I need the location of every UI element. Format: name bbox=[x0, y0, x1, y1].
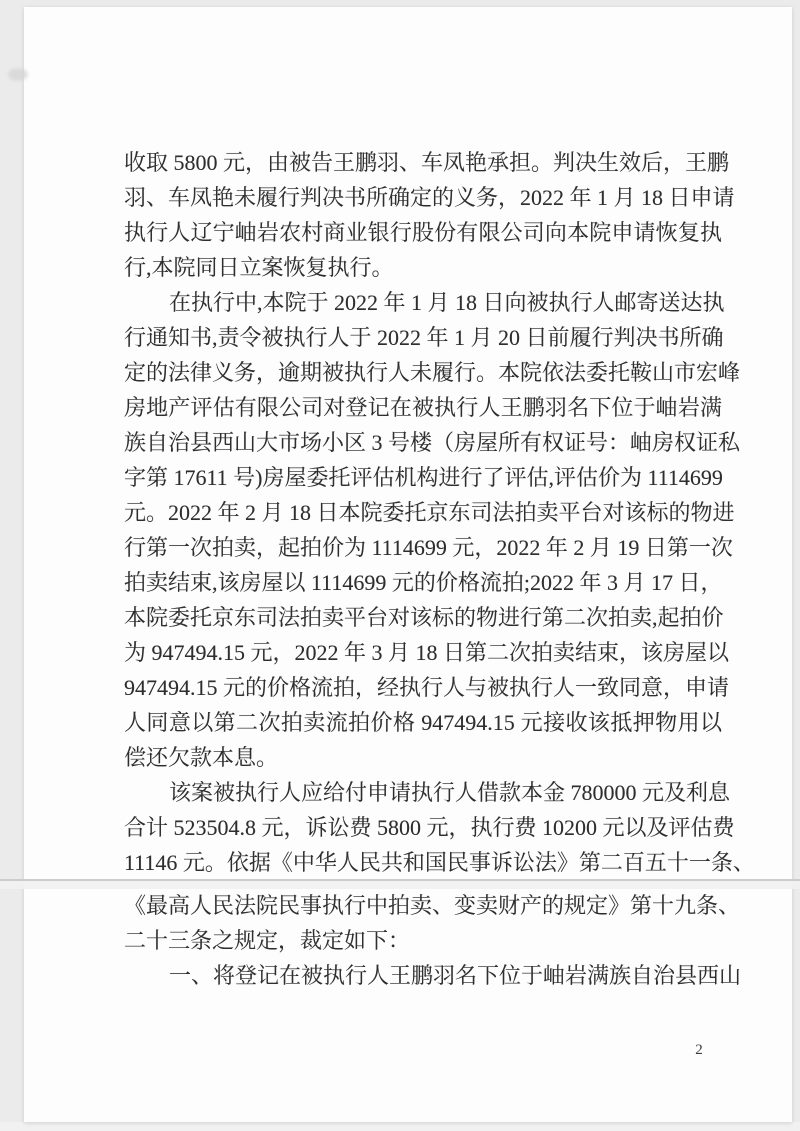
text-line: 偿还欠款本息。 bbox=[124, 745, 279, 770]
text-line: 人同意以第二次拍卖流拍价格 947494.15 元接收该抵押物用以 bbox=[124, 710, 722, 735]
scan-smudge-artifact bbox=[8, 68, 28, 81]
text-line: 执行人辽宁岫岩农村商业银行股份有限公司向本院申请恢复执 bbox=[124, 220, 722, 245]
text-line: 在执行中,本院于 2022 年 1 月 18 日向被执行人邮寄送达执 bbox=[169, 290, 725, 315]
text-line: 房地产评估有限公司对登记在被执行人王鹏羽名下位于岫岩满 bbox=[124, 395, 722, 420]
text-line: 羽、车凤艳未履行判决书所确定的义务，2022 年 1 月 18 日申请 bbox=[124, 185, 735, 210]
text-line: 11146 元。依据《中华人民共和国民事诉讼法》第二百五十一条、 bbox=[124, 850, 755, 875]
text-line: 定的法律义务，逾期被执行人未履行。本院依法委托鞍山市宏峰 bbox=[124, 360, 741, 385]
text-line: 行通知书,责令被执行人于 2022 年 1 月 20 日前履行判决书所确 bbox=[124, 325, 724, 350]
text-block-lower bbox=[124, 888, 742, 993]
text-line: 一、将登记在被执行人王鹏羽名下位于岫岩满族自治县西山 bbox=[169, 963, 742, 988]
text-line: 收取 5800 元，由被告王鹏羽、车凤艳承担。判决生效后，王鹏 bbox=[124, 150, 730, 175]
document-page bbox=[24, 7, 792, 1122]
text-line: 合计 523504.8 元，诉讼费 5800 元，执行费 10200 元以及评估费 bbox=[124, 815, 735, 840]
text-line: 行,本院同日立案恢复执行。 bbox=[124, 255, 394, 280]
text-line: 字第 17611 号)房屋委托评估机构进行了评估,评估价为 1114699 bbox=[124, 465, 723, 490]
text-line: 为 947494.15 元，2022 年 3 月 18 日第二次拍卖结束，该房屋以 bbox=[124, 640, 730, 665]
text-line: 该案被执行人应给付申请执行人借款本金 780000 元及利息 bbox=[169, 780, 731, 805]
text-line: 二十三条之规定，裁定如下： bbox=[124, 928, 411, 953]
text-line: 拍卖结束,该房屋以 1114699 元的价格流拍;2022 年 3 月 17 日， bbox=[124, 570, 723, 595]
text-line: 947494.15 元的价格流拍，经执行人与被执行人一致同意，申请 bbox=[124, 675, 730, 700]
text-line: 《最高人民法院民事执行中拍卖、变卖财产的规定》第十九条、 bbox=[124, 893, 741, 918]
page-number: 2 bbox=[695, 1042, 703, 1058]
text-line: 本院委托京东司法拍卖平台对该标的物进行第二次拍卖,起拍价 bbox=[124, 605, 724, 630]
scanner-bed-strip bbox=[0, 1122, 800, 1131]
text-line: 族自治县西山大市场小区 3 号楼（房屋所有权证号：岫房权证私 bbox=[124, 430, 741, 455]
text-line: 行第一次拍卖，起拍价为 1114699 元，2022 年 2 月 19 日第一次 bbox=[124, 535, 733, 560]
scan-seam-artifact bbox=[0, 879, 800, 889]
text-block-upper bbox=[124, 145, 755, 880]
text-line: 元。2022 年 2 月 18 日本院委托京东司法拍卖平台对该标的物进 bbox=[124, 500, 735, 525]
